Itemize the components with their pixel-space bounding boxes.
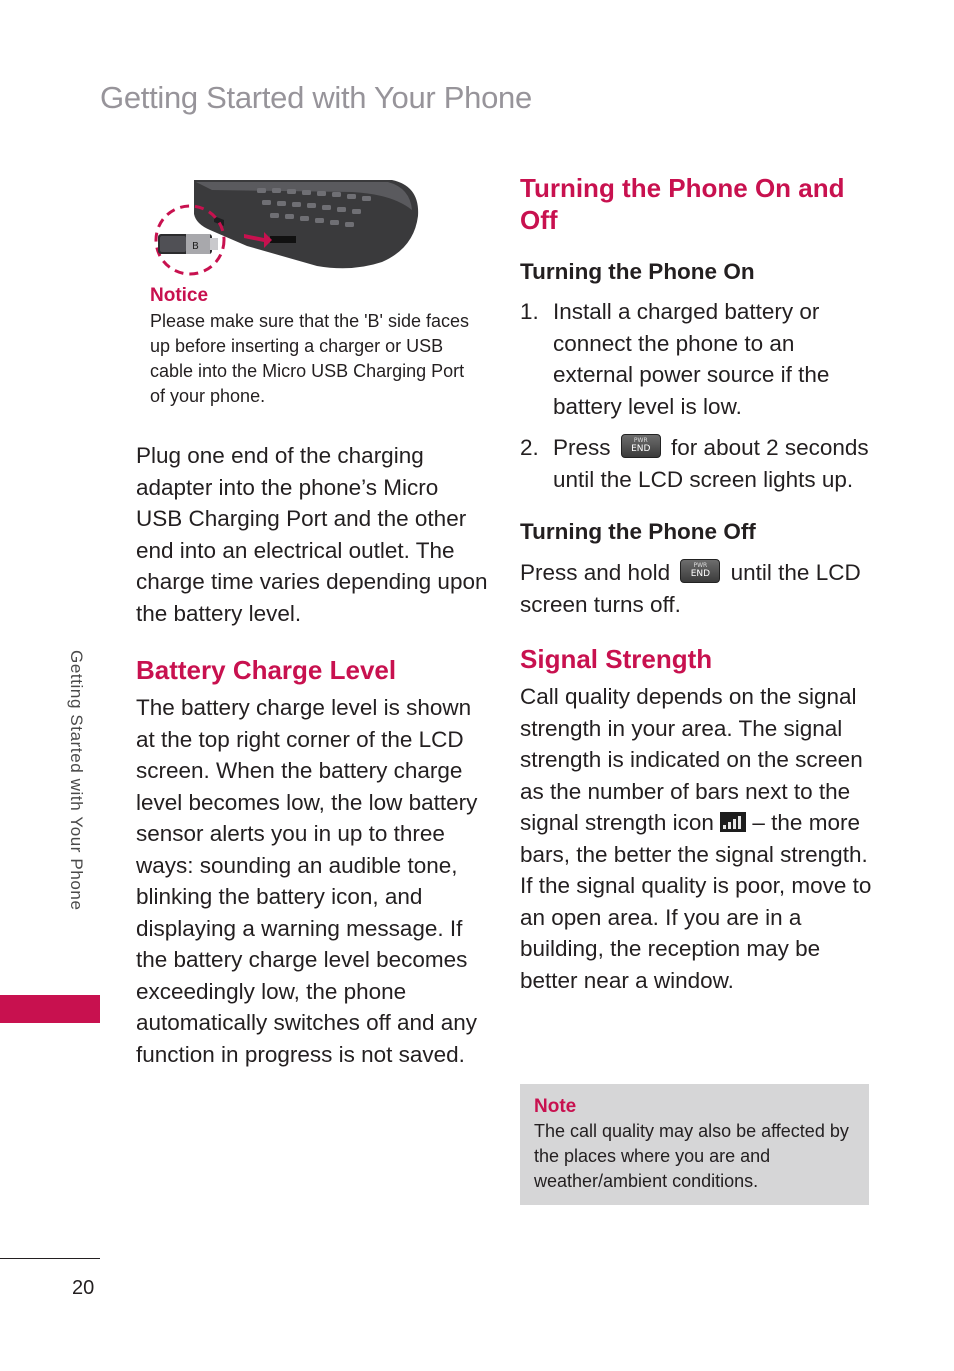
page-number: 20 [72,1277,95,1299]
turning-off-text-before: Press and hold [520,560,671,585]
footer-rule [0,1258,100,1259]
battery-charge-level-text: The battery charge level is shown at the top right corner of the LCD screen. When the battery charge level becomes low, the low battery sensor alerts you in up to three ways: sounding an audible tone, blinking the battery icon, and displaying a warning message. If the battery charge level becomes exceedingly low, the phone automatically switches off and any function in progress is not saved. [136,695,478,1067]
charging-instructions: Plug one end of the charging adapter into the phone’s Micro USB Charging Port and the other end into an electrical outlet. The charge time varies depending upon the battery level. [136,443,488,626]
pwr-end-key-icon: PWR END [621,434,661,458]
pwr-end-key-icon: PWR END [680,559,720,583]
left-column [136,440,488,1070]
note-label: Note [534,1096,577,1117]
signal-text-after: – the more bars, the better the signal strength. If the signal quality is poor, move to an open area. If you are in a building, the reception may be better near a window. [520,810,872,993]
step-number: 2. [520,435,539,460]
page-title: Getting Started with Your Phone [100,80,532,115]
connector-side-letter: B [192,241,199,252]
list-item [520,296,872,422]
turning-off-text-after: until the LCD screen turns off. [520,560,861,617]
step-text-before: Press [553,435,611,460]
step-number: 1. [520,299,539,324]
note-text: The call quality may also be affected by the places where you are and weather/ambient conditions. [534,1121,849,1191]
notice-block [150,283,470,409]
signal-text-before: Call quality depends on the signal strength in your area. The signal strength is indicated on the screen as the number of bars next to the signal strength icon [520,684,863,835]
turning-on-off-heading: Turning the Phone On and Off [520,173,845,235]
turning-on-heading: Turning the Phone On [520,259,755,284]
list-item [520,432,872,495]
battery-charge-level-heading: Battery Charge Level [136,655,397,685]
phone-charging-port-illustration [152,176,422,278]
note-box [520,1084,869,1205]
signal-strength-text [520,681,872,996]
signal-strength-icon [720,812,746,832]
turning-off-text [520,557,872,620]
signal-strength-heading: Signal Strength [520,644,713,674]
sidebar-section-tab [0,995,100,1023]
step-text: Install a charged battery or connect the phone to an external power source if the battery level is low. [553,299,830,419]
notice-text: Please make sure that the 'B' side faces up before inserting a charger or USB cable into the Micro USB Charging Port of your phone. [150,311,470,406]
sidebar-section-label: Getting Started with Your Phone [67,650,86,911]
right-column [520,172,872,996]
turning-off-heading: Turning the Phone Off [520,519,756,544]
step-text-after: for about 2 seconds until the LCD screen lights up. [553,435,869,492]
notice-label: Notice [150,285,209,306]
turning-on-steps [520,296,872,495]
